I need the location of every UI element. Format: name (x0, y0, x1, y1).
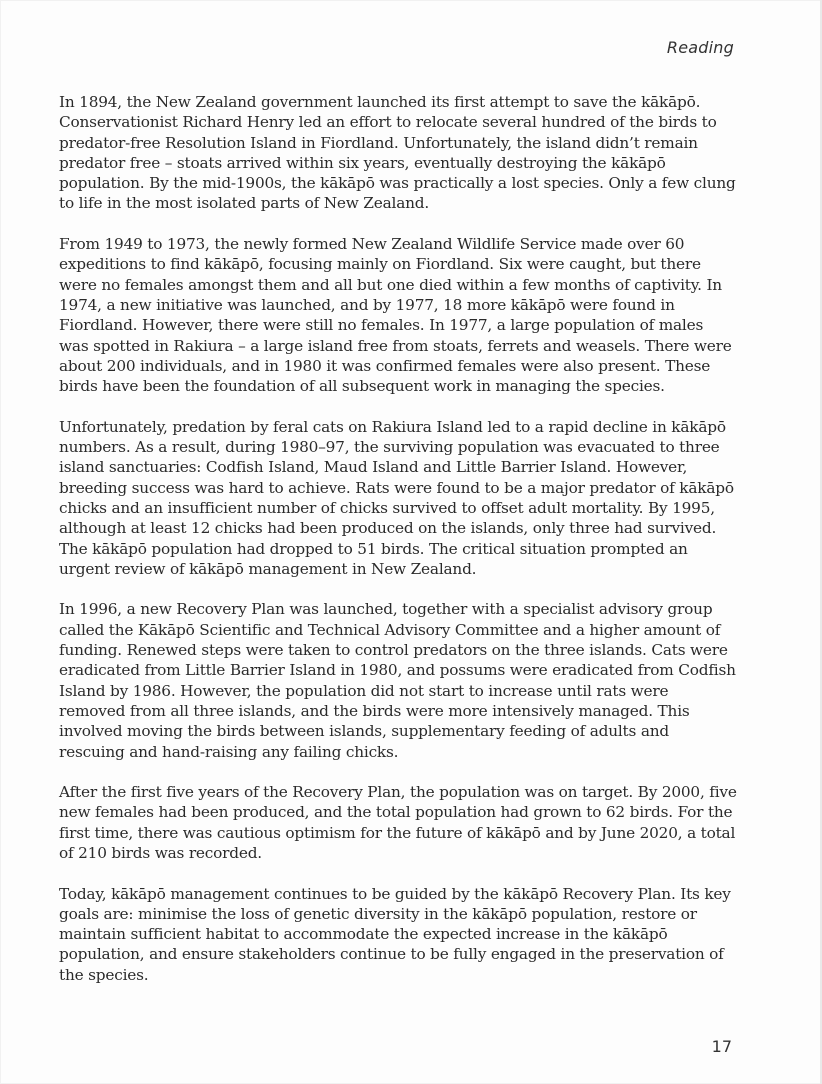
paragraph-6: Today, kākāpō management continues to be guided by the kākāpō Recovery Plan. Its key goals are: minimise the loss of genetic diversity in the kākāpō population, restore or maintain sufficient habitat to accommodate the expected increase in the kākāpō population, and ensure stakeholders continue to be fully engaged in the preservation of the species. (59, 884, 731, 984)
paragraph-4: In 1996, a new Recovery Plan was launched, together with a specialist advisory group called the Kākāpō Scientific and Technical Advisory Committee and a higher amount of funding. Renewed steps were taken to control predators on the three islands. Cats were eradicated from Little Barrier Island in 1980, and possums were eradicated from Codfish Island by 1986. However, the population did not start to increase until rats were removed from all three islands, and the birds were more intensively managed. This involved moving the birds between islands, supplementary feeding of adults and rescuing and hand-raising any failing chicks. (59, 600, 736, 761)
paragraph-2: From 1949 to 1973, the newly formed New Zealand Wildlife Service made over 60 expeditions to find kākāpō, focusing mainly on Fiordland. Six were caught, but there were no females amongst them and all but one died within a few months of captivity. In 1974, a new initiative was launched, and by 1977, 18 more kākāpō were found in Fiordland. However, there were still no females. In 1977, a large population of males was spotted in Rakiura – a large island free from stoats, ferrets and weasels. There were about 200 individuals, and in 1980 it was confirmed females were also present. These birds have been the foundation of all subsequent work in managing the species. (59, 235, 732, 396)
article-body (59, 92, 737, 1005)
paragraph-5: After the first five years of the Recovery Plan, the population was on target. By 2000, five new females had been produced, and the total population had grown to 62 birds. For the first time, there was cautious optimism for the future of kākāpō and by June 2020, a total of 210 birds was recorded. (59, 783, 737, 862)
paragraph-1: In 1894, the New Zealand government launched its first attempt to save the kākāpō. Conservationist Richard Henry led an effort to relocate several hundred of the birds to predator-free Resolution Island in Fiordland. Unfortunately, the island didn’t remain predator free – stoats arrived within six years, eventually destroying the kākāpō population. By the mid-1900s, the kākāpō was practically a lost species. Only a few clung to life in the most isolated parts of New Zealand. (59, 93, 736, 213)
page-number: 17 (711, 1037, 732, 1056)
section-label: Reading (666, 38, 734, 57)
paragraph-3: Unfortunately, predation by feral cats on Rakiura Island led to a rapid decline in kākāpō numbers. As a result, during 1980–97, the surviving population was evacuated to three island sanctuaries: Codfish Island, Maud Island and Little Barrier Island. However, breeding success was hard to achieve. Rats were found to be a major predator of kākāpō chicks and an insufficient number of chicks survived to offset adult mortality. By 1995, although at least 12 chicks had been produced on the islands, only three had survived. The kākāpō population had dropped to 51 birds. The critical situation prompted an urgent review of kākāpō management in New Zealand. (59, 417, 734, 578)
